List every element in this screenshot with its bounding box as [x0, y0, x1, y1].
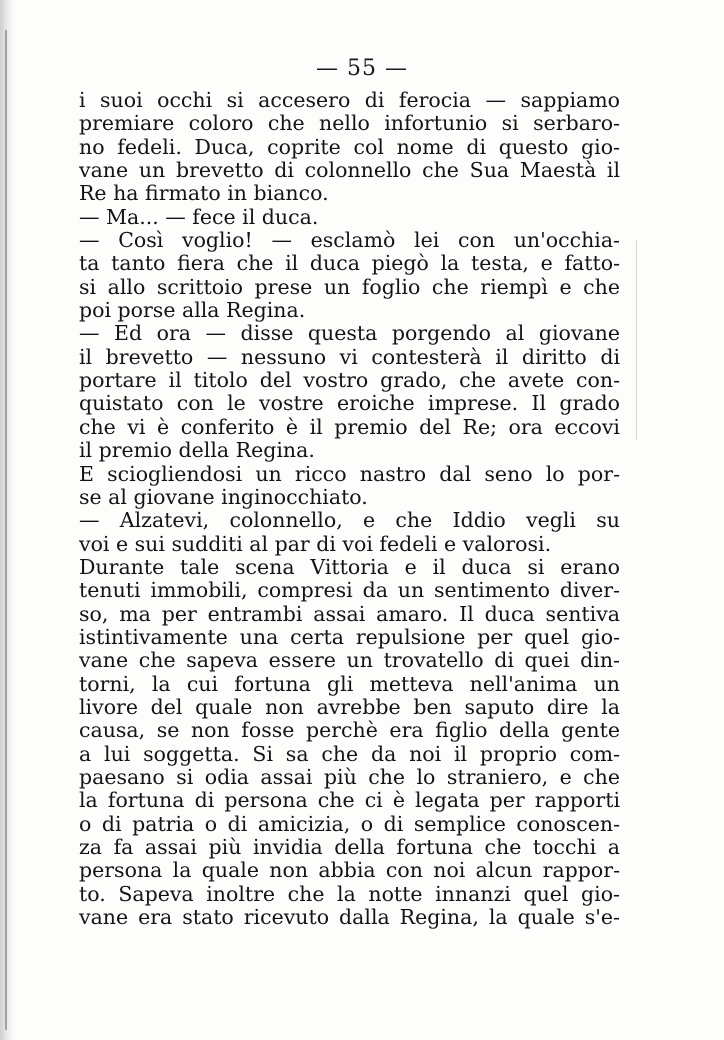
body-text: [79, 89, 620, 929]
text-line: torni, la cui fortuna gli metteva nell'anima un: [79, 671, 620, 696]
text-line: no fedeli. Duca, coprite col nome di questo gio-: [79, 134, 620, 159]
text-line: la fortuna di persona che ci è legata per rapporti: [79, 788, 620, 813]
text-line: — Ed ora — disse questa porgendo al giovane: [79, 321, 620, 346]
text-line: il premio della Regina.: [79, 438, 315, 463]
text-line: — Così voglio! — esclamò lei con un'occhia-: [79, 228, 620, 253]
text-line: vane un brevetto di colonnello che Sua Maestà il: [79, 158, 620, 183]
text-line: il brevetto — nessuno vi contesterà il diritto di: [79, 344, 620, 369]
text-line: voi e sui sudditi al par di voi fedeli e valorosi.: [79, 531, 552, 556]
text-line: vane che sapeva essere un trovatello di quei din-: [79, 648, 620, 673]
text-line: se al giovane inginocchiato.: [79, 484, 368, 509]
text-line: to. Sapeva inoltre che la notte innanzi quel gio-: [79, 881, 620, 906]
margin-mark: [636, 240, 637, 440]
text-line: so, ma per entrambi assai amaro. Il duca sentiva: [79, 601, 620, 626]
text-line: quistato con le vostre eroiche imprese. Il grado: [79, 391, 620, 416]
text-line: i suoi occhi si accesero di ferocia — sappiamo: [79, 88, 620, 112]
text-line: portare il titolo del vostro grado, che avete con-: [79, 368, 620, 393]
text-line: a lui soggetta. Si sa che da noi il proprio com-: [79, 741, 620, 766]
text-line: — Ma... — fece il duca.: [79, 204, 319, 229]
text-line: paesano si odia assai più che lo straniero, e che: [79, 764, 620, 789]
text-line: vane era stato ricevuto dalla Regina, la quale s'e-: [79, 905, 620, 930]
text-line: Durante tale scena Vittoria e il duca si erano: [79, 554, 620, 579]
text-line: istintivamente una certa repulsione per quel gio-: [79, 624, 620, 649]
text-line: o di patria o di amicizia, o di semplice conoscen-: [79, 811, 620, 836]
text-line: che vi è conferito è il premio del Re; ora eccovi: [79, 414, 620, 439]
text-line: causa, se non fosse perchè era figlio della gente: [79, 718, 620, 743]
text-line: premiare coloro che nello infortunio si serbaro-: [79, 111, 620, 136]
text-line: Re ha firmato in bianco.: [79, 181, 329, 206]
text-line: ta tanto fiera che il duca piegò la testa, e fatto-: [79, 251, 620, 276]
text-line: poi porse alla Regina.: [79, 298, 306, 323]
page-number: — 55 —: [316, 56, 408, 81]
text-line: — Alzatevi, colonnello, e che Iddio vegli su: [79, 508, 620, 533]
text-line: za fa assai più invidia della fortuna che tocchi a: [79, 835, 620, 859]
text-line: si allo scrittoio prese un foglio che riempì e che: [79, 274, 620, 299]
text-line: persona la quale non abbia con noi alcun rappor-: [79, 858, 620, 883]
text-line: E sciogliendosi un ricco nastro dal seno lo por-: [79, 461, 620, 486]
text-line: livore del quale non avrebbe ben saputo dire la: [79, 694, 620, 719]
text-line: tenuti immobili, compresi da un sentimento diver-: [79, 578, 620, 603]
binding-edge-line: [5, 30, 7, 1030]
page-spine-shadow: [0, 0, 14, 1040]
